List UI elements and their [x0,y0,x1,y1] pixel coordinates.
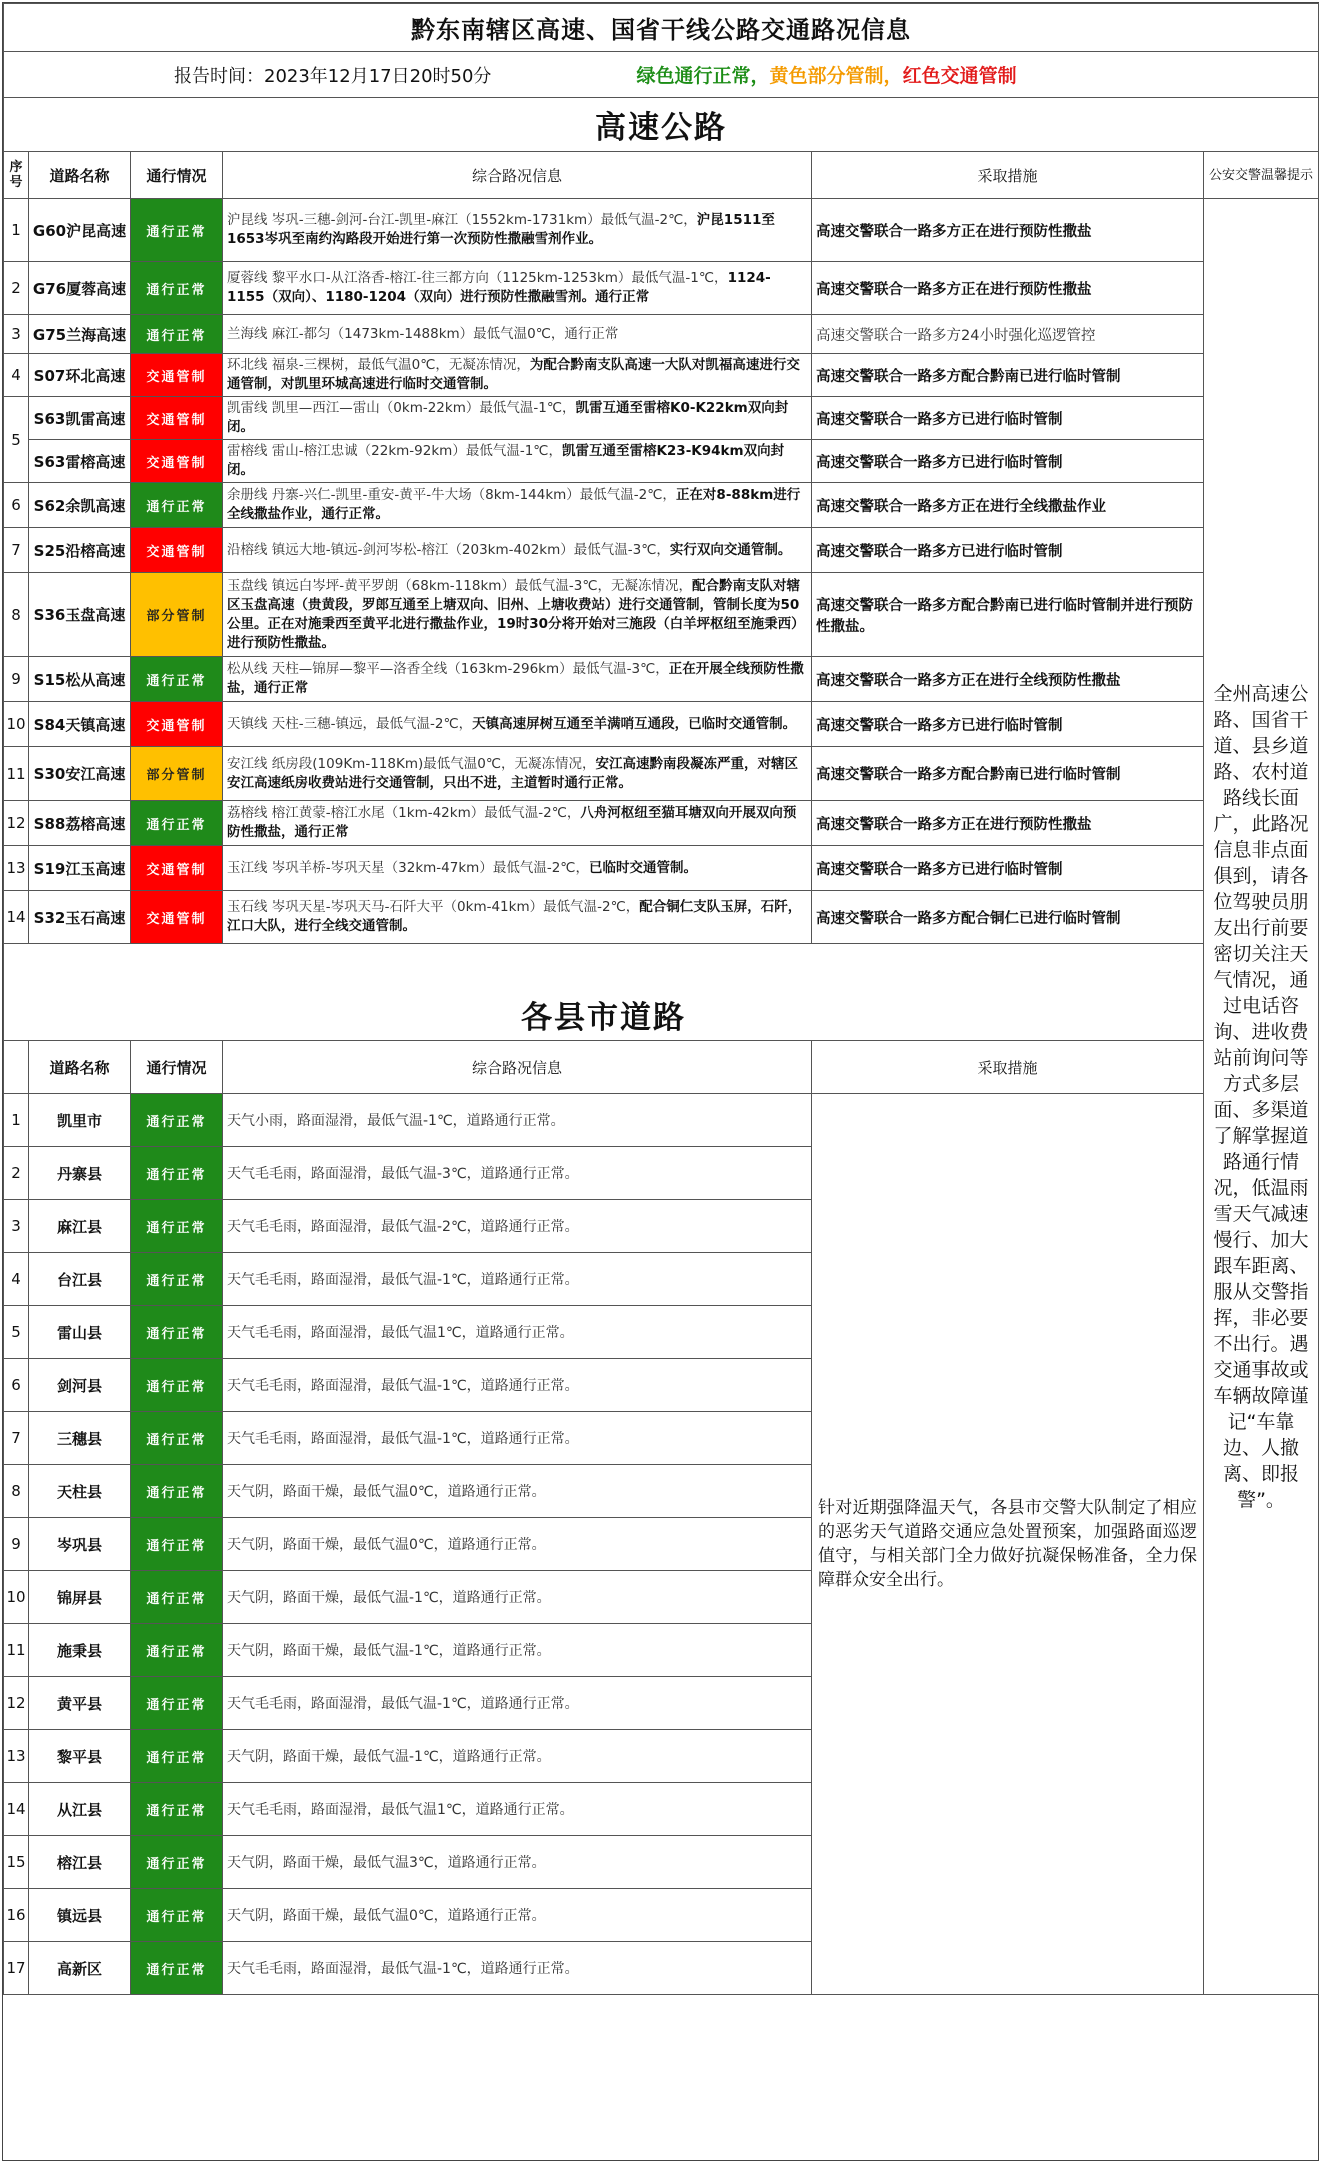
status-badge: 交通管制 [131,354,223,397]
road-info [223,573,812,657]
row-number: 5 [4,397,29,483]
highway-row [4,801,1319,846]
header-status: 通行情况 [131,1041,223,1094]
road-info-weather: 安江线 纸房段(109Km-118Km)最低气温0℃，无凝冻情况， [227,755,596,772]
row-number: 16 [4,1889,29,1942]
highway-row [4,702,1319,747]
row-number: 3 [4,315,29,354]
row-number: 1 [4,199,29,262]
status-badge: 通行正常 [131,315,223,354]
county-info: 天气阴，路面干燥，最低气温0℃，道路通行正常。 [223,1465,812,1518]
road-name: S32玉石高速 [29,891,131,944]
row-number: 14 [4,1783,29,1836]
status-badge: 通行正常 [131,1942,223,1995]
measure-text: 高速交警联合一路多方正在进行预防性撒盐 [812,199,1204,262]
highway-row [4,747,1319,801]
row-number: 12 [4,801,29,846]
row-number: 13 [4,1730,29,1783]
county-name: 榕江县 [29,1836,131,1889]
road-info-detail: 正在对8-88km进行全线撒盐作业，通行正常。 [227,487,801,522]
road-name: S63雷榕高速 [29,440,131,483]
status-badge: 通行正常 [131,1624,223,1677]
county-name: 台江县 [29,1253,131,1306]
road-info [223,801,812,846]
road-name: S62余凯高速 [29,483,131,528]
road-info-detail: 凯雷互通至雷榕K0-K22km双向封闭。 [227,400,789,435]
county-name: 麻江县 [29,1200,131,1253]
header-no: 序号 [4,152,29,199]
row-number: 17 [4,1942,29,1995]
highway-row [4,440,1319,483]
row-number: 11 [4,1624,29,1677]
road-info-detail: 天镇高速屏树互通至羊满哨互通段，已临时交通管制。 [472,715,797,732]
status-badge: 通行正常 [131,1571,223,1624]
row-number: 12 [4,1677,29,1730]
road-info-detail: 配合黔南支队对辖区玉盘高速（贵黄段，罗郎互通至上塘双向、旧州、上塘收费站）进行交通管制，管制长度为50公里。正在对施秉西至黄平北进行撒盐作业，19时30分将开始对三施段（白羊坪枢纽至施秉西）进行预防性撒盐。 [227,577,805,651]
status-badge: 通行正常 [131,1465,223,1518]
status-badge: 部分管制 [131,747,223,801]
status-badge: 交通管制 [131,846,223,891]
row-number: 2 [4,1147,29,1200]
header-measure: 采取措施 [812,152,1204,199]
county-info: 天气小雨，路面湿滑，最低气温-1℃，道路通行正常。 [223,1094,812,1147]
report-time: 报告时间：2023年12月17日20时50分 [174,66,492,87]
road-info [223,747,812,801]
county-info: 天气毛毛雨，路面湿滑，最低气温-1℃，道路通行正常。 [223,1677,812,1730]
measure-text: 高速交警联合一路多方正在进行预防性撒盐 [812,801,1204,846]
row-number: 1 [4,1094,29,1147]
row-number: 9 [4,1518,29,1571]
status-badge: 通行正常 [131,1147,223,1200]
county-measure: 针对近期强降温天气，各县市交警大队制定了相应的恶劣天气道路交通应急处置预案，加强路面巡逻值守，与相关部门全力做好抗凝保畅准备，全力保障群众安全出行。 [812,1094,1204,1995]
road-info [223,262,812,315]
county-info: 天气毛毛雨，路面湿滑，最低气温1℃，道路通行正常。 [223,1783,812,1836]
road-info [223,440,812,483]
road-info-weather: 沿榕线 镇远大地-镇远-剑河岑松-榕江（203km-402km）最低气温-3℃， [227,541,670,558]
road-info-detail: 凯雷互通至雷榕K23-K94km双向封闭。 [227,443,785,478]
status-badge: 通行正常 [131,801,223,846]
header-measure: 采取措施 [812,1041,1204,1094]
highway-row [4,573,1319,657]
road-info [223,657,812,702]
county-info: 天气毛毛雨，路面湿滑，最低气温-1℃，道路通行正常。 [223,1412,812,1465]
traffic-report [2,2,1319,2161]
road-name: S25沿榕高速 [29,528,131,573]
header-info: 综合路况信息 [223,1041,812,1094]
county-name: 丹寨县 [29,1147,131,1200]
status-badge: 通行正常 [131,1518,223,1571]
road-info-detail: 正在开展全线预防性撒盐，通行正常 [227,661,804,696]
status-badge: 交通管制 [131,397,223,440]
county-name: 锦屏县 [29,1571,131,1624]
road-info-weather: 环北线 福泉-三棵树，最低气温0℃，无凝冻情况， [227,357,530,373]
measure-text: 高速交警联合一路多方配合黔南已进行临时管制 [812,354,1204,397]
county-name: 剑河县 [29,1359,131,1412]
road-info [223,483,812,528]
header-no-empty [4,1041,29,1094]
county-row [4,1094,1319,1147]
measure-text: 高速交警联合一路多方已进行临时管制 [812,528,1204,573]
color-legend [497,65,1017,87]
road-name: S30安江高速 [29,747,131,801]
status-badge: 通行正常 [131,657,223,702]
legend-green: 绿色通行正常， [636,65,770,87]
highway-row [4,657,1319,702]
road-name: S15松从高速 [29,657,131,702]
measure-text: 高速交警联合一路多方已进行临时管制 [812,440,1204,483]
road-info-weather: 玉盘线 镇远白岑坪-黄平罗朗（68km-118km）最低气温-3℃，无凝冻情况， [227,577,693,594]
row-number: 15 [4,1836,29,1889]
measure-text: 高速交警联合一路多方正在进行全线预防性撒盐 [812,657,1204,702]
status-badge: 交通管制 [131,702,223,747]
road-name: S84天镇高速 [29,702,131,747]
measure-text: 高速交警联合一路多方配合黔南已进行临时管制 [812,747,1204,801]
police-tip: 全州高速公路、国省干道、县乡道路、农村道路线长面广，此路况信息非点面俱到，请各位驾驶员朋友出行前要密切关注天气情况，通过电话咨询、进收费站前询问等方式多层面、多渠道了解掌握道路通行情况，低温雨雪天气减速慢行、加大跟车距离、服从交警指挥，非必要不出行。遇交通事故或车辆故障谨记“车靠边、人撤离、即报警”。 [1204,199,1319,1995]
row-number: 4 [4,1253,29,1306]
row-number: 3 [4,1200,29,1253]
report-meta [4,52,1319,98]
county-info: 天气毛毛雨，路面湿滑，最低气温-3℃，道路通行正常。 [223,1147,812,1200]
county-info: 天气毛毛雨，路面湿滑，最低气温-1℃，道路通行正常。 [223,1942,812,1995]
row-number: 6 [4,483,29,528]
county-info: 天气阴，路面干燥，最低气温-1℃，道路通行正常。 [223,1624,812,1677]
row-number: 10 [4,702,29,747]
highway-row [4,528,1319,573]
section-spacer [4,944,1319,989]
county-name: 天柱县 [29,1465,131,1518]
county-info: 天气阴，路面干燥，最低气温0℃，道路通行正常。 [223,1518,812,1571]
road-info-weather: 荔榕线 榕江黄蒙-榕江水尾（1km-42km）最低气温-2℃， [227,805,581,821]
road-info [223,846,812,891]
row-number: 4 [4,354,29,397]
county-name: 从江县 [29,1783,131,1836]
road-info-weather: 玉江线 岑巩羊桥-岑巩天星（32km-47km）最低气温-2℃， [227,859,589,876]
status-badge: 通行正常 [131,262,223,315]
road-info-detail: 安江高速黔南段凝冻严重，对辖区安江高速纸房收费站进行交通管制，只出不进，主道暂时通行正常。 [227,755,798,791]
status-badge: 通行正常 [131,1253,223,1306]
row-number: 8 [4,573,29,657]
status-badge: 部分管制 [131,573,223,657]
county-name: 岑巩县 [29,1518,131,1571]
row-number: 10 [4,1571,29,1624]
road-name: S88荔榕高速 [29,801,131,846]
legend-red: 红色交通管制 [902,65,1017,87]
county-info: 天气毛毛雨，路面湿滑，最低气温-1℃，道路通行正常。 [223,1359,812,1412]
report-title: 黔东南辖区高速、国省干线公路交通路况信息 [4,4,1319,52]
road-info [223,528,812,573]
row-number: 11 [4,747,29,801]
row-number: 2 [4,262,29,315]
status-badge: 通行正常 [131,199,223,262]
status-badge: 通行正常 [131,1359,223,1412]
road-info-weather: 余册线 丹寨-兴仁-凯里-重安-黄平-牛大场（8km-144km）最低气温-2℃， [227,487,676,503]
county-header-row [4,1041,1319,1094]
legend-yellow: 黄色部分管制， [769,65,903,87]
highway-row [4,483,1319,528]
status-badge: 通行正常 [131,1783,223,1836]
row-number: 14 [4,891,29,944]
measure-text: 高速交警联合一路多方24小时强化巡逻管控 [812,315,1204,354]
status-badge: 交通管制 [131,528,223,573]
county-name: 施秉县 [29,1624,131,1677]
county-info: 天气毛毛雨，路面湿滑，最低气温1℃，道路通行正常。 [223,1306,812,1359]
status-badge: 通行正常 [131,1412,223,1465]
measure-text: 高速交警联合一路多方配合铜仁已进行临时管制 [812,891,1204,944]
road-info-weather: 天镇线 天柱-三穗-镇远，最低气温-2℃， [227,715,473,732]
road-info [223,199,812,262]
row-number: 7 [4,1412,29,1465]
county-info: 天气阴，路面干燥，最低气温-1℃，道路通行正常。 [223,1571,812,1624]
highway-row [4,846,1319,891]
header-name: 道路名称 [29,152,131,199]
highway-row [4,315,1319,354]
county-info: 天气阴，路面干燥，最低气温3℃，道路通行正常。 [223,1836,812,1889]
header-status: 通行情况 [131,152,223,199]
road-info-weather: 凯雷线 凯里—西江—雷山（0km-22km）最低气温-1℃， [227,400,576,416]
header-info: 综合路况信息 [223,152,812,199]
status-badge: 通行正常 [131,1677,223,1730]
status-badge: 交通管制 [131,891,223,944]
status-badge: 交通管制 [131,440,223,483]
county-info: 天气阴，路面干燥，最低气温0℃，道路通行正常。 [223,1889,812,1942]
road-name: G76厦蓉高速 [29,262,131,315]
road-info-detail: 为配合黔南支队高速一大队对凯福高速进行交通管制，对凯里环城高速进行临时交通管制。 [227,357,800,392]
status-badge: 通行正常 [131,1836,223,1889]
county-name: 黎平县 [29,1730,131,1783]
measure-text: 高速交警联合一路多方已进行临时管制 [812,846,1204,891]
county-info: 天气毛毛雨，路面湿滑，最低气温-1℃，道路通行正常。 [223,1253,812,1306]
header-tip: 公安交警温馨提示 [1204,152,1319,199]
highway-row [4,354,1319,397]
row-number: 7 [4,528,29,573]
county-name: 凯里市 [29,1094,131,1147]
county-name: 雷山县 [29,1306,131,1359]
road-name: S36玉盘高速 [29,573,131,657]
road-info-detail: 沪昆1511至1653岑巩至南约沟路段开始进行第一次预防性撒融雪剂作业。 [227,212,775,247]
highway-section-title: 高速公路 [4,98,1319,152]
row-number: 13 [4,846,29,891]
road-name: S63凯雷高速 [29,397,131,440]
road-info-weather: 玉石线 岑巩天星-岑巩天马-石阡大平（0km-41km）最低气温-2℃， [227,899,640,915]
blank-area [4,944,1204,989]
measure-text: 高速交警联合一路多方正在进行全线撒盐作业 [812,483,1204,528]
status-badge: 通行正常 [131,1306,223,1359]
highway-row [4,397,1319,440]
measure-text: 高速交警联合一路多方已进行临时管制 [812,702,1204,747]
row-number: 9 [4,657,29,702]
highway-header-row [4,152,1319,199]
measure-text: 高速交警联合一路多方配合黔南已进行临时管制并进行预防性撒盐。 [812,573,1204,657]
report-table [3,3,1319,1995]
status-badge: 通行正常 [131,1730,223,1783]
highway-row [4,199,1319,262]
road-info-weather: 沪昆线 岑巩-三穗-剑河-台江-凯里-麻江（1552km-1731km）最低气温-2℃， [227,212,697,228]
county-info: 天气毛毛雨，路面湿滑，最低气温-2℃，道路通行正常。 [223,1200,812,1253]
road-info [223,397,812,440]
road-info-weather: 厦蓉线 黎平水口-从江洛香-榕江-往三都方向（1125km-1253km）最低气温-1℃， [227,270,728,286]
road-info [223,354,812,397]
road-info [223,702,812,747]
road-info-detail: 实行双向交通管制。 [669,541,792,558]
road-info-weather: 兰海线 麻江-都匀（1473km-1488km）最低气温0℃，通行正常 [227,325,619,342]
county-info: 天气阴，路面干燥，最低气温-1℃，道路通行正常。 [223,1730,812,1783]
road-info [223,891,812,944]
road-info [223,315,812,354]
road-name: S07环北高速 [29,354,131,397]
county-name: 高新区 [29,1942,131,1995]
highway-row [4,262,1319,315]
road-info-detail: 1124-1155（双向）、1180-1204（双向）进行预防性撒融雪剂。通行正常 [227,270,771,305]
row-number: 6 [4,1359,29,1412]
measure-text: 高速交警联合一路多方已进行临时管制 [812,397,1204,440]
road-info-detail: 八舟河枢纽至猫耳塘双向开展双向预防性撒盐，通行正常 [227,805,797,840]
status-badge: 通行正常 [131,1094,223,1147]
road-info-detail: 配合铜仁支队玉屏，石阡，江口大队，进行全线交通管制。 [227,899,802,934]
road-name: S19江玉高速 [29,846,131,891]
road-name: G75兰海高速 [29,315,131,354]
county-name: 镇远县 [29,1889,131,1942]
row-number: 5 [4,1306,29,1359]
road-name: G60沪昆高速 [29,199,131,262]
county-name: 黄平县 [29,1677,131,1730]
road-info-weather: 雷榕线 雷山-榕江忠诚（22km-92km）最低气温-1℃， [227,443,562,459]
status-badge: 通行正常 [131,483,223,528]
status-badge: 通行正常 [131,1889,223,1942]
measure-text: 高速交警联合一路多方正在进行预防性撒盐 [812,262,1204,315]
highway-row [4,891,1319,944]
road-info-detail: 已临时交通管制。 [588,859,697,876]
row-number: 8 [4,1465,29,1518]
status-badge: 通行正常 [131,1200,223,1253]
county-section-title: 各县市道路 [4,989,1204,1041]
header-name: 道路名称 [29,1041,131,1094]
road-info-weather: 松从线 天柱—锦屏—黎平—洛香全线（163km-296km）最低气温-3℃， [227,661,669,677]
county-name: 三穗县 [29,1412,131,1465]
